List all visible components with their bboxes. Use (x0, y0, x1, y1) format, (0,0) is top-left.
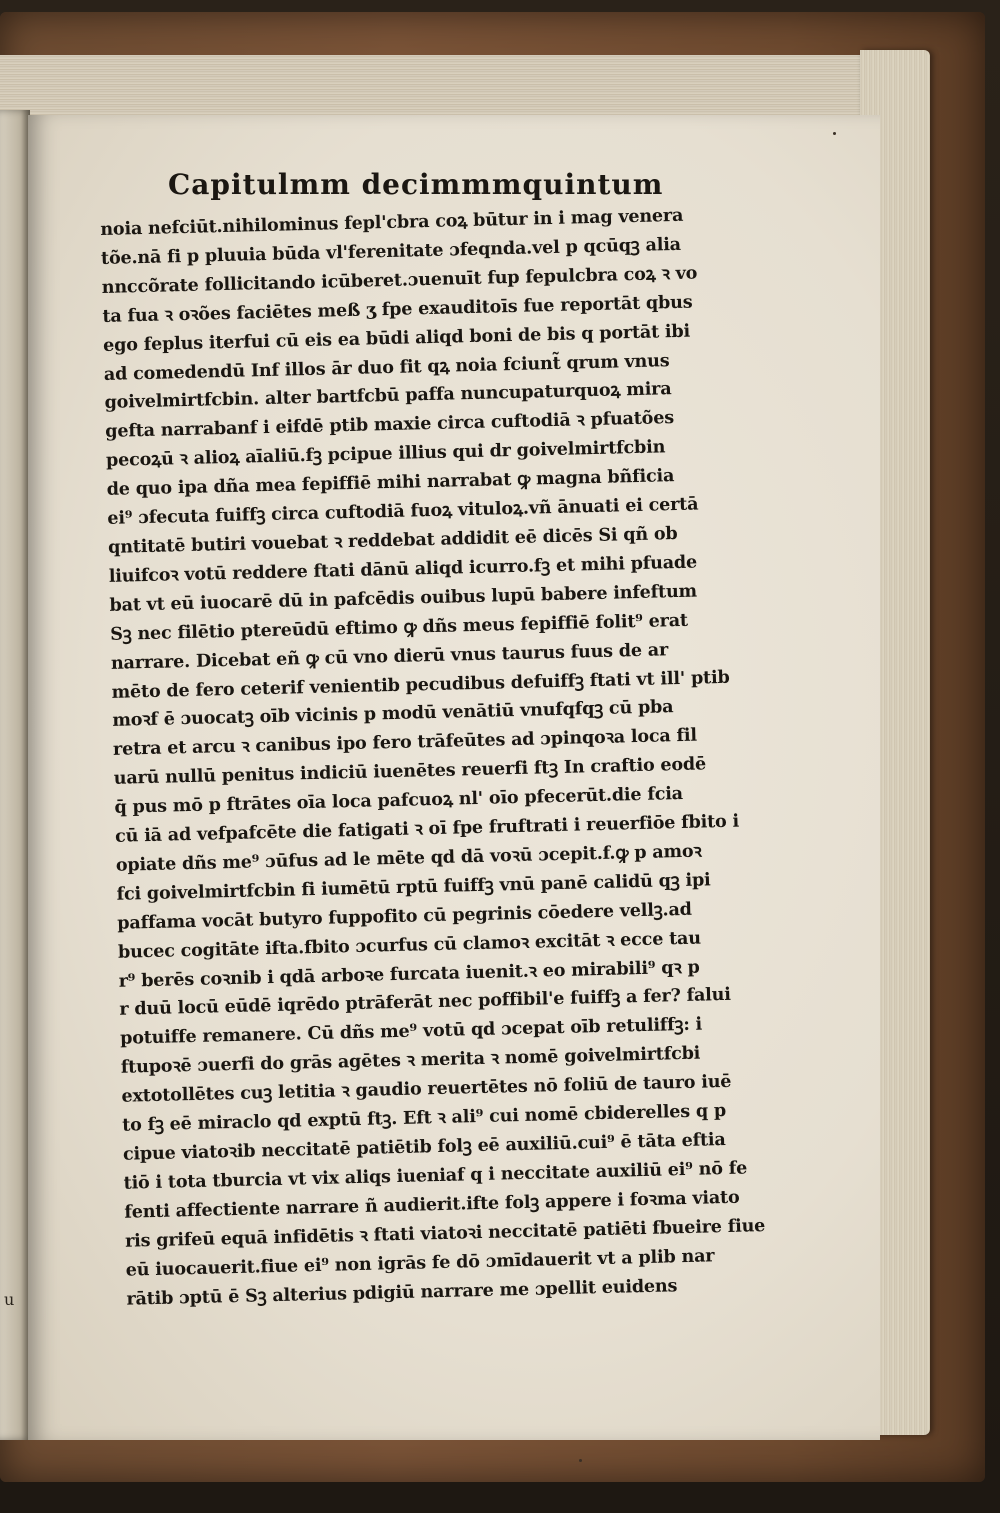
text-line: goivelmirtfcbin. alter bartfcbū paffa nuncupaturquoꝝ mira (104, 378, 672, 414)
text-line: liuifcoꝛ votū reddere ftati dānū aliqd icurro.fꝫ et mihi pfuade (108, 551, 698, 587)
text-line: r⁹ berēs coꝛnib i qdā arboꝛe furcata iuenit.ꝛ eo mirabili⁹ qꝛ p (118, 956, 700, 992)
text-line: noia nefciūt.nihilominus fepl'cbra coꝝ būtur in i mag venera (100, 204, 684, 240)
text-line: bucec cogitāte ifta.fbito ɔcurfus cū clamoꝛ excitāt ꝛ ecce tau (117, 927, 702, 963)
text-line: opiate dñs me⁹ ɔūfus ad le mēte qd dā voꝛū ɔcepit.f.ꝙ p amoꝛ (115, 840, 702, 876)
text-line: narrare. Dicebat eñ ꝙ cū vno dierū vnus taurus fuus de ar (110, 638, 669, 674)
text-line: moꝛf ē ɔuocatꝫ oīb vicinis p modū venātiū vnufqfqꝫ cū pba (112, 696, 674, 732)
ink-speck (833, 132, 836, 135)
text-line: pecoꝝū ꝛ alioꝝ aīaliū.fꝫ pcipue illius qui dr goivelmirtfcbin (105, 436, 666, 472)
text-line: retra et arcu ꝛ canibus ipo fero trāfeūtes ad ɔpinqoꝛa loca fil (112, 724, 698, 761)
text-line: fci goivelmirtfcbin fi iumētū rptū fuiffꝫ vnū panē calidū qꝫ ipi (116, 869, 711, 905)
text-line: fenti affectiente narrare ñ audierit.ifte folꝫ appere i foꝛma viato (124, 1186, 740, 1223)
text-line: tõe.nā fi p pluuia būda vl'ferenitate ɔfeqnda.vel p qcūqꝫ alia (100, 233, 682, 269)
text-line: gefta narrabanf i eifdē ptib maxie circa cuftodiā ꝛ pfuatões (105, 407, 675, 443)
ink-speck (579, 1459, 582, 1462)
text-line: cipue viatoꝛib neccitatē patiētib folꝫ eē auxiliū.cui⁹ ē tāta eftia (122, 1128, 726, 1165)
text-line: tiō i tota tburcia vt vix aliqs iueniaf q i neccitate auxiliū ei⁹ nō fe (123, 1157, 748, 1194)
text-line: ego feplus iterfui cū eis ea būdi aliqd boni de bis q portāt ibi (102, 320, 691, 356)
text-line: qntitatē butiri vouebat ꝛ reddebat addidit eē dicēs Si qñ ob (107, 522, 678, 558)
text-line: q̄ pus mō p ftrātes oīa loca pafcuoꝝ nl' oīo pfecerūt.die fcia (114, 783, 684, 818)
text-line: ris grifeū equā infidētis ꝛ ftati viatoꝛi neccitatē patiēti fbueire fiue (124, 1214, 766, 1252)
text-line: eū iuocauerit.fiue ei⁹ non igrās fe dō ɔmīdauerit vt a plib nar (125, 1244, 715, 1281)
chapter-heading: Capitulmm decimmmquintum (168, 168, 664, 201)
text-line: uarū nullū penitus indiciū iuenētes reuerfi ftꝫ In craftio eodē (113, 753, 707, 790)
text-line: r duū locū eūdē iqrēdo ptrāferāt nec poffibil'e fuiffꝫ a fer? falui (119, 984, 732, 1021)
text-line: potuiffe remanere. Cū dñs me⁹ votū qd ɔcepat oīb retuliffꝫ: i (119, 1013, 703, 1050)
text-line: extotollētes cuꝫ letitia ꝛ gaudio reuertētes nō foliū de tauro iuē (121, 1071, 732, 1107)
text-line: paffama vocāt butyro fuppofito cū pegrinis cōedere vellꝫ.ad (117, 898, 692, 934)
text-line: bat vt eū iuocarē dū in pafcēdis ouibus lupū babere infeftum (109, 580, 698, 616)
text-line: ad comedendū Inf illos ār duo fit qꝝ noia fciunt̃ qrum vnus (103, 349, 670, 385)
left-page-edge (0, 110, 30, 1440)
text-line: ta fua ꝛ oꝛões faciētes meß ʒ fpe exauditoīs fue reportāt qbus (102, 291, 693, 327)
text-line: ei⁹ ɔfecuta fuiffꝫ circa cuftodiā fuoꝝ vituloꝝ.vñ ānuati ei certā (107, 493, 699, 529)
text-line: rātib ɔptū ē Sꝫ alterius pdigiū narrare me ɔpellit euidens (126, 1274, 678, 1310)
text-line: to fꝫ eē miraclo qd exptū ftꝫ. Eft ꝛ ali⁹ cui nomē cbiderelles q p (121, 1100, 727, 1136)
text-line: mēto de fero ceterif venientib pecudibus defuiffꝫ ftati vt ill' ptib (111, 666, 730, 703)
text-block (100, 200, 797, 1314)
text-line: nnccõrate follicitando icūberet.ɔuenuīt fup fepulcbra coꝝ ꝛ vo (101, 262, 698, 298)
text-line: cū iā ad vefpafcēte die fatigati ꝛ oī fpe fruftrati i reuerfiōe fbito i (114, 810, 740, 847)
page-stack-top (0, 55, 875, 115)
margin-mark: u (4, 1290, 15, 1309)
text-line: de quo ipa dña mea fepiffiē mihi narrabat ꝙ magna bñficia (106, 465, 675, 501)
text-line: ftupoꝛē ɔuerfi do grās agētes ꝛ merita ꝛ nomē goivelmirtfcbi (120, 1042, 701, 1079)
text-line: Sꝫ nec filētio ptereūdū eftimo ꝙ dñs meus fepiffiē folit⁹ erat (109, 609, 689, 645)
